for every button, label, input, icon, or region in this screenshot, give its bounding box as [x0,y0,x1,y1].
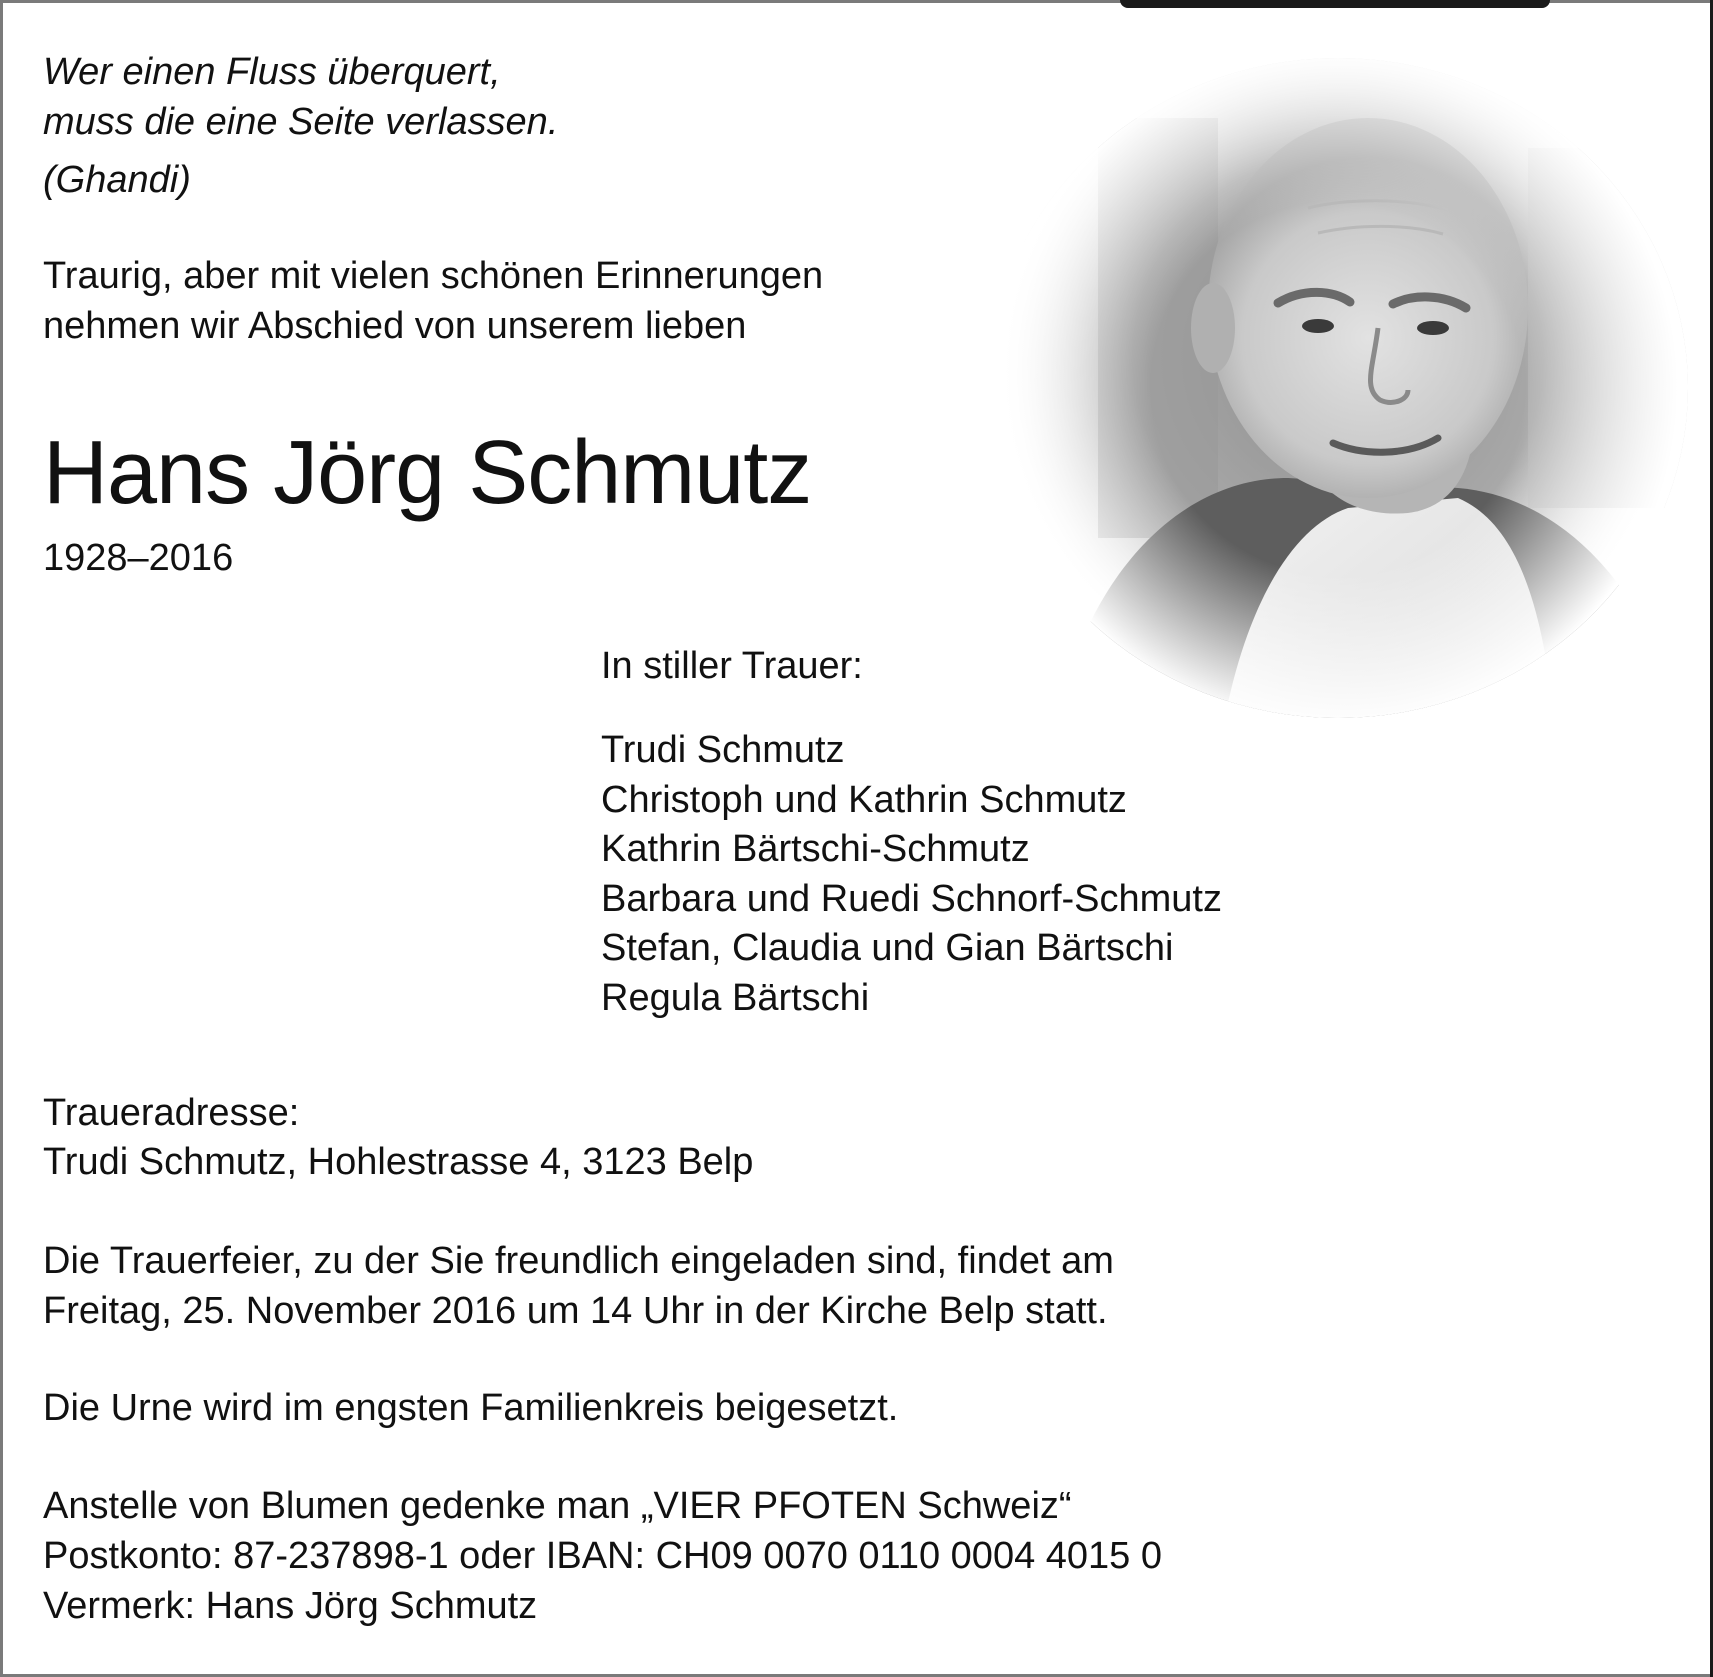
address-label: Traueradresse: [43,1092,300,1134]
mourner-name: Stefan, Claudia und Gian Bärtschi [601,927,1174,969]
ceremony-line: Die Trauerfeier, zu der Sie freundlich eingeladen sind, findet am [43,1240,1114,1282]
mourning-heading: In stiller Trauer: [601,645,863,687]
address-value: Trudi Schmutz, Hohlestrasse 4, 3123 Belp [43,1141,754,1183]
ceremony-text [43,1236,1114,1336]
mourner-name: Regula Bärtschi [601,976,870,1019]
mourner-name: Trudi Schmutz [601,729,845,771]
mourners-list [601,726,1222,1023]
intro-line: Traurig, aber mit vielen schönen Erinnerungen [43,255,824,297]
mourner-name: Kathrin Bärtschi-Schmutz [601,828,1030,870]
intro-line: nehmen wir Abschied von unserem lieben [43,305,747,347]
quote-author: (Ghandi) [43,159,191,201]
quote-text [43,47,558,147]
intro-text [43,251,823,351]
deceased-name: Hans Jörg Schmutz [43,423,812,523]
scan-edge-top [1120,0,1550,8]
donation-iban: Postkonto: 87-237898-1 oder IBAN: CH09 0070 0110 0004 4015 0 [43,1535,1162,1577]
ceremony-line: Freitag, 25. November 2016 um 14 Uhr in der Kirche Belp statt. [43,1290,1108,1332]
deceased-years: 1928–2016 [43,537,234,579]
donation-text [43,1481,1162,1631]
quote-line: Wer einen Fluss überquert, [43,51,501,93]
donation-note: Vermerk: Hans Jörg Schmutz [43,1585,538,1627]
mourner-name: Barbara und Ruedi Schnorf-Schmutz [601,877,1222,920]
urn-text: Die Urne wird im engsten Familienkreis beigesetzt. [43,1387,899,1429]
mourner-name: Christoph und Kathrin Schmutz [601,778,1127,821]
donation-line: Anstelle von Blumen gedenke man „VIER PFOTEN Schweiz“ [43,1485,1072,1527]
quote-line: muss die eine Seite verlassen. [43,101,559,143]
portrait-photo [988,58,1688,758]
